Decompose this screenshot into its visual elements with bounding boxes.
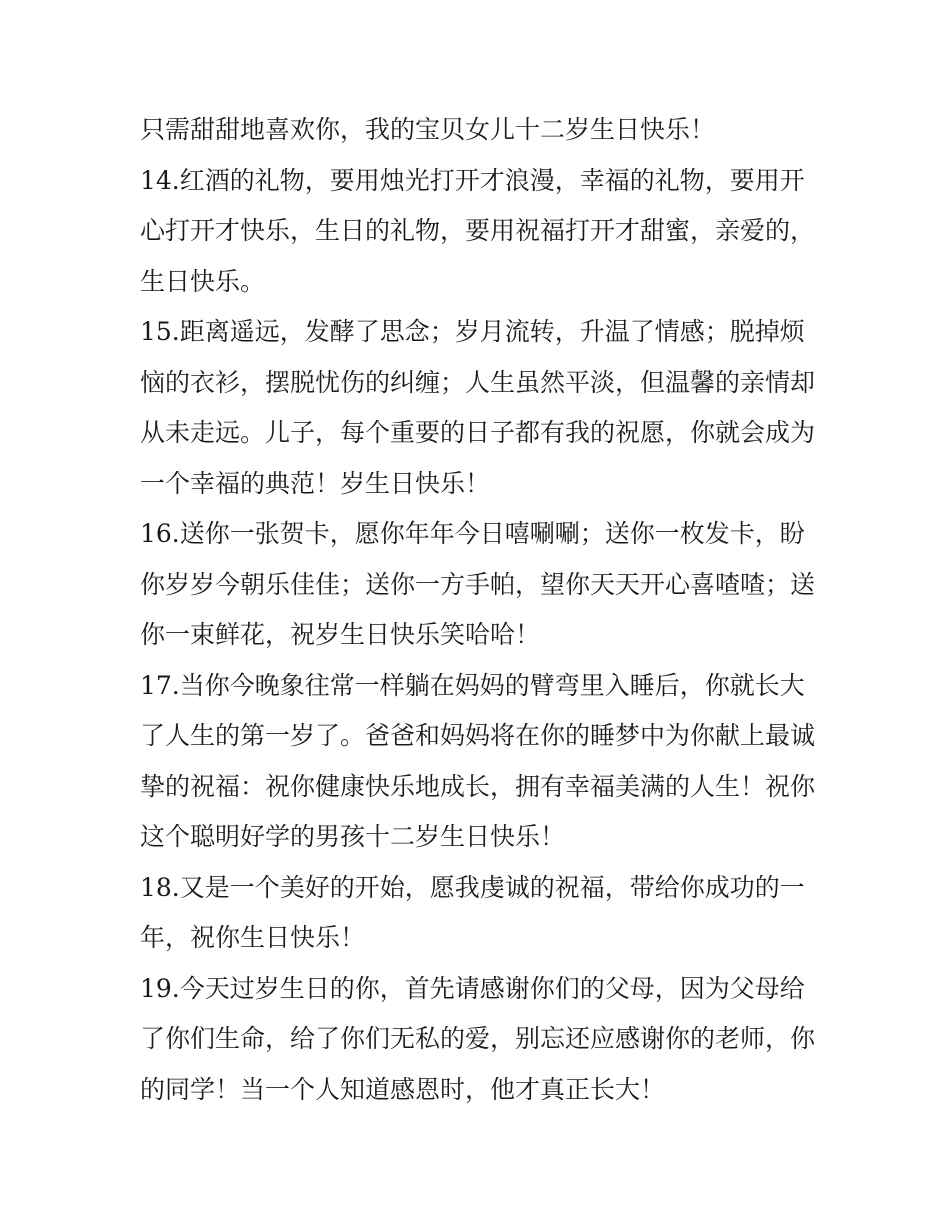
text-line: 挚的祝福：祝你健康快乐地成长，拥有幸福美满的人生！祝你 <box>140 771 816 801</box>
text-line: 只需甜甜地喜欢你，我的宝贝女儿十二岁生日快乐！ <box>140 115 716 144</box>
document-body <box>140 105 820 1115</box>
text-line: 恼的衣衫，摆脱忧伤的纠缠；人生虽然平淡，但温馨的亲情却 <box>140 367 816 397</box>
text-line: 16.送你一张贺卡，愿你年年今日嘻唰唰；送你一枚发卡，盼 <box>140 519 805 548</box>
text-line: 一个幸福的典范！岁生日快乐！ <box>140 468 491 498</box>
text-line: 心打开才快乐，生日的礼物，要用祝福打开才甜蜜，亲爱的， <box>140 216 816 245</box>
text-line: 年，祝你生日快乐！ <box>140 923 366 952</box>
text-line: 19.今天过岁生日的你，首先请感谢你们的父母，因为父母给 <box>140 973 805 1003</box>
text-line: 14.红酒的礼物，要用烛光打开才浪漫，幸福的礼物，要用开 <box>140 165 805 195</box>
text-line: 你岁岁今朝乐佳佳；送你一方手帕，望你天天开心喜喳喳；送 <box>140 569 816 599</box>
text-line: 了你们生命，给了你们无私的爱，别忘还应感谢你的老师，你 <box>140 1024 816 1053</box>
text-line: 17.当你今晚象往常一样躺在妈妈的臂弯里入睡后，你就长大 <box>140 670 805 700</box>
text-line: 从未走远。儿子，每个重要的日子都有我的祝愿，你就会成为 <box>140 418 816 447</box>
text-line: 的同学！当一个人知道感恩时，他才真正长大！ <box>140 1074 666 1104</box>
text-line: 生日快乐。 <box>140 266 266 296</box>
text-line: 这个聪明好学的男孩十二岁生日快乐！ <box>140 822 566 851</box>
text-line: 你一束鲜花，祝岁生日快乐笑哈哈！ <box>140 620 541 649</box>
text-line: 15.距离遥远，发酵了思念；岁月流转，升温了情感；脱掉烦 <box>140 317 805 346</box>
text-line: 18.又是一个美好的开始，愿我虔诚的祝福，带给你成功的一 <box>140 872 805 902</box>
text-line: 了人生的第一岁了。爸爸和妈妈将在你的睡梦中为你献上最诚 <box>140 721 816 750</box>
